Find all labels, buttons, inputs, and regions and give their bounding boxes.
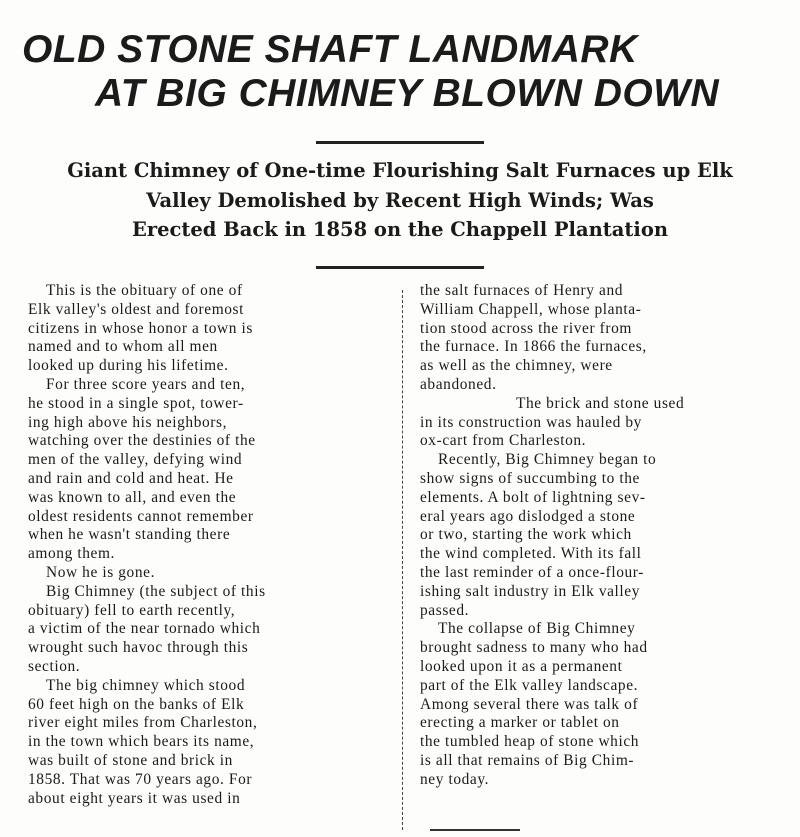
text-line: show signs of succumbing to the [420, 469, 640, 487]
text-line: wrought such havoc through this [28, 639, 249, 657]
text-line: tion stood across the river from [420, 319, 632, 337]
clipping-edge-rule [430, 829, 520, 831]
text-line: was known to all, and even the [28, 488, 237, 506]
text-line: 60 feet high on the banks of Elk [28, 695, 245, 713]
text-line: in the town which bears its name, [28, 733, 255, 751]
text-line: Now he is gone. [46, 563, 156, 581]
text-line: watching over the destinies of the [28, 432, 256, 450]
text-line: Among several there was talk of [420, 695, 639, 713]
text-line: elements. A bolt of lightning sev- [420, 488, 646, 506]
divider-rule-top [316, 141, 484, 144]
article-column-left [28, 282, 388, 808]
text-line: Big Chimney (the subject of this [46, 582, 266, 600]
text-line: oldest residents cannot remember [28, 507, 254, 525]
text-line: among them. [28, 545, 115, 563]
text-line: men of the valley, defying wind [28, 451, 243, 469]
text-line: a victim of the near tornado which [28, 620, 261, 638]
divider-rule-bottom [316, 266, 484, 269]
text-line: The big chimney which stood [46, 676, 246, 694]
text-line: looked up during his lifetime. [28, 357, 229, 375]
text-line: the wind completed. With its fall [420, 545, 642, 563]
text-line: the last reminder of a once-flour- [420, 563, 644, 581]
text-line: the furnace. In 1866 the furnaces, [420, 338, 647, 356]
text-line: erecting a marker or tablet on [420, 714, 620, 732]
text-line: about eight years it was used in [28, 789, 241, 807]
text-line: ing high above his neighbors, [28, 413, 228, 431]
text-line: obituary) fell to earth recently, [28, 601, 236, 619]
text-line: part of the Elk valley landscape. [420, 676, 639, 694]
text-line: This is the obituary of one of [46, 282, 243, 299]
text-line: in its construction was hauled by [420, 413, 642, 431]
text-line: and rain and cold and heat. He [28, 469, 234, 487]
text-line: was built of stone and brick in [28, 751, 233, 769]
text-line: as well as the chimney, were [420, 357, 613, 375]
text-line: Elk valley's oldest and foremost [28, 300, 245, 318]
text-line: he stood in a single spot, tower- [28, 394, 244, 412]
text-line: the tumbled heap of stone which [420, 733, 640, 751]
text-line: named and to whom all men [28, 338, 218, 356]
text-line: ney today. [420, 770, 490, 788]
text-line: Recently, Big Chimney began to [438, 451, 657, 469]
text-line: the salt furnaces of Henry and [420, 282, 624, 299]
deck-line-3: Erected Back in 1858 on the Chappell Plantation [131, 218, 669, 241]
text-line: or two, starting the work which [420, 526, 632, 544]
text-line: abandoned. [420, 375, 497, 393]
deck-line-2: Valley Demolished by Recent High Winds; Was [146, 188, 654, 212]
text-line: 1858. That was 70 years ago. For [28, 770, 253, 788]
text-line: eral years ago dislodged a stone [420, 507, 636, 525]
text-line: The brick and stone used [516, 394, 685, 412]
text-line: ishing salt industry in Elk valley [420, 582, 641, 600]
deck-line-1: Giant Chimney of One-time Flourishing Salt Furnaces up Elk [67, 159, 733, 182]
text-line: William Chappell, whose planta- [420, 300, 642, 318]
text-line: citizens in whose honor a town is [28, 319, 253, 337]
headline-line-2: AT BIG CHIMNEY BLOWN DOWN [95, 72, 720, 115]
text-line: passed. [420, 601, 470, 619]
text-line: section. [28, 657, 81, 675]
column-divider [402, 290, 404, 830]
text-line: ox-cart from Charleston. [420, 432, 587, 450]
headline-line-1: OLD STONE SHAFT LANDMARK [22, 28, 638, 71]
text-line: looked upon it as a permanent [420, 657, 623, 675]
text-line: For three score years and ten, [46, 375, 246, 393]
text-line: river eight miles from Charleston, [28, 714, 258, 732]
text-line: when he wasn't standing there [28, 526, 231, 544]
text-line: brought sadness to many who had [420, 639, 648, 657]
article-column-right [420, 282, 778, 790]
text-line: is all that remains of Big Chim- [420, 751, 635, 769]
subheadline-deck [10, 156, 790, 245]
text-line: The collapse of Big Chimney [438, 620, 636, 638]
